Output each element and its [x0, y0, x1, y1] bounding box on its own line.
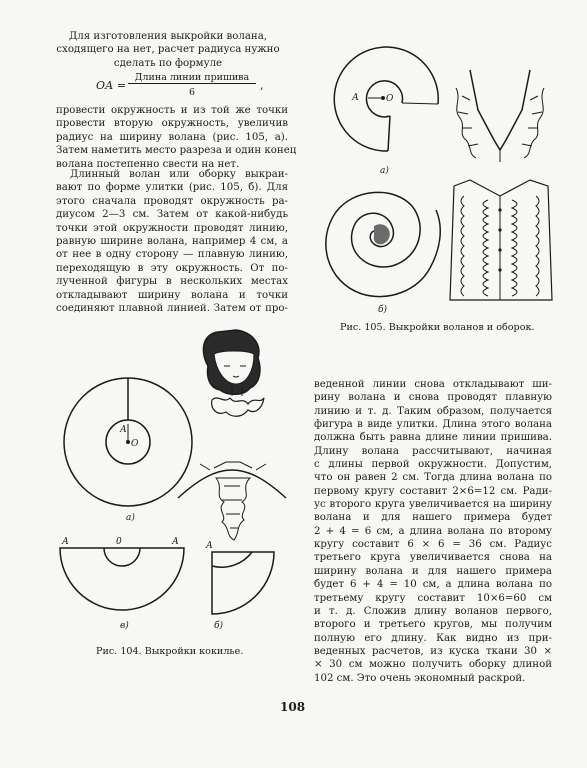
text-line: Для изготовления выкройки волана,: [68, 31, 268, 42]
fig104a-circle-pattern: [64, 378, 192, 523]
text-line: лученной фигуры в нескольких местах: [56, 276, 288, 288]
text-line: точки этой окружности проводят линию,: [56, 222, 288, 234]
point-0-label: 0: [116, 537, 122, 547]
text-line: полную его длину. Как видно из при-: [314, 632, 552, 644]
text-line: будет 6 + 4 = 10 см, а длина волана по: [314, 579, 552, 591]
text-line: переходящую в эту окружность. От по-: [56, 262, 288, 274]
text-line: рину волана и снова проводят плавную: [314, 392, 552, 404]
formula-comma: ,: [260, 79, 264, 92]
text-line: диусом 2—3 см. Затем от какой-нибудь: [56, 209, 288, 221]
woman-with-ruffle-collar-illustration: [203, 330, 264, 416]
point-a-label: А: [62, 537, 69, 547]
text-line: Длинный волан или оборку выкраи-: [70, 169, 288, 180]
figure-104-caption: Рис. 104. Выкройки кокилье.: [96, 646, 244, 657]
text-line: что он равен 2 см. Тогда длина волана по: [314, 472, 552, 484]
formula-lhs: ОА =: [96, 79, 127, 92]
fig104-label-a: а): [126, 513, 135, 523]
text-line: фигура в виде улитки. Длина этого волана: [314, 419, 552, 431]
fig104-label-v: в): [120, 621, 129, 631]
text-line: провести окружность и из той же точки: [56, 105, 288, 116]
text-line: волана и для нашего примера будет: [314, 512, 552, 524]
text-line: сходящего на нет, расчет радиуса нужно: [56, 44, 280, 56]
text-line: должна быть равна длине линии пришива.: [314, 432, 552, 444]
text-line: провести вторую окружность, увеличив: [56, 118, 288, 130]
text-line: равную ширине волана, например 4 см, а: [56, 236, 288, 248]
text-line: веденной линии снова откладывают ши-: [314, 379, 552, 390]
text-line: этого сначала проводят окружность ра-: [56, 195, 288, 207]
text-line: 2 + 4 = 6 см, а длина волана по второму: [314, 525, 552, 537]
text-line: второго и третьего кругов, мы получим: [314, 619, 552, 631]
text-line: третьему кругу составит 10×6=60 см: [314, 592, 552, 604]
text-line: от нее в одну сторону — плавную линию,: [56, 249, 288, 261]
formula-denominator: 6: [188, 87, 196, 98]
text-line: откладывают ширину волана и точки: [56, 289, 288, 301]
text-line: Длину волана рассчитывают, начиная: [314, 445, 552, 457]
text-line: линию и т. д. Таким образом, получается: [314, 405, 552, 417]
text-line: соединяют плавной линией. Затем от про-: [56, 303, 288, 315]
text-line: кругу составит 6 × 6 = 36 см. Радиус: [314, 539, 552, 551]
neckline-jabot-illustration: [178, 462, 286, 540]
text-line: веденных расчетов, из куска ткани 30 ×: [314, 645, 552, 657]
formula-numerator: Длина линии пришива: [128, 72, 256, 84]
text-line: ширину волана и для нашего примера: [314, 565, 552, 577]
text-line: Затем наметить место разреза и один конец: [56, 145, 297, 157]
point-a-label: А: [172, 537, 179, 547]
page-number: 108: [280, 700, 306, 714]
text-line: × 30 см можно получить оборку длиной: [314, 659, 552, 671]
text-line: и т. д. Сложив длину воланов первого,: [314, 605, 552, 617]
text-line: с длины первой окружности. Допустим,: [314, 459, 552, 471]
text-line: волана постепенно свести на нет.: [56, 158, 240, 170]
fig104v-halfring-pattern: [60, 537, 184, 631]
point-a-label: А: [120, 425, 127, 435]
text-line: вают по форме улитки (рис. 105, б). Для: [56, 182, 288, 194]
fig105-label-a: а): [380, 166, 389, 176]
text-line: ус второго круга увеличивается на ширину: [314, 499, 552, 511]
text-line: первому кругу составит 2×6=12 см. Ради-: [314, 485, 552, 497]
point-a-label: А: [206, 541, 213, 551]
text-line: третьего круга увеличивается снова на: [314, 552, 552, 564]
point-o-label: О: [131, 439, 139, 449]
text-line: 102 см. Это очень экономный раскрой.: [314, 672, 526, 684]
text-line: радиус на ширину волана (рис. 105, а).: [56, 131, 288, 143]
point-o-label: О: [386, 94, 394, 104]
fig104-label-b: б): [214, 621, 224, 631]
text-line: сделать по формуле: [113, 57, 223, 69]
figure-105-caption: Рис. 105. Выкройки воланов и оборок.: [340, 322, 535, 333]
fig105-label-b: б): [378, 305, 388, 315]
fig104b-quarter-pattern: [205, 541, 274, 631]
point-a-label: А: [352, 93, 359, 103]
